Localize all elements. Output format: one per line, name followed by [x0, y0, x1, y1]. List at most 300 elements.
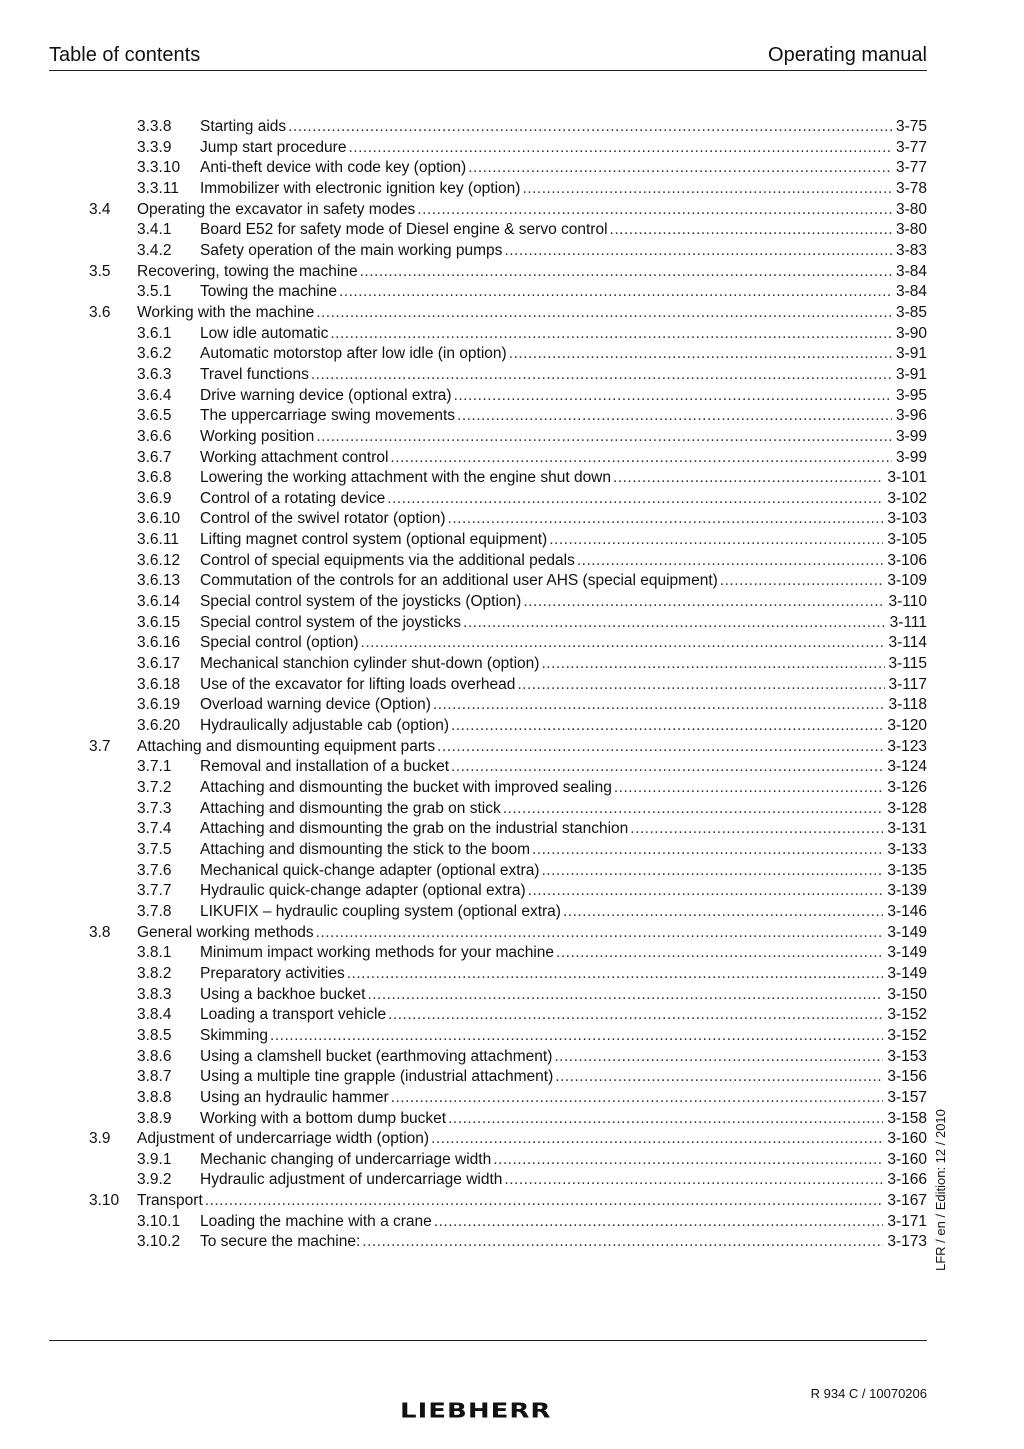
toc-section-title: Working with a bottom dump bucket	[200, 1109, 447, 1127]
toc-section-number: 3.8.4	[137, 1006, 172, 1024]
toc-row[interactable]	[0, 1170, 1024, 1191]
toc-section-number: 3.7.3	[137, 799, 172, 817]
toc-section-number: 3.6.10	[137, 510, 181, 528]
toc-section-number: 3.6.5	[137, 407, 172, 425]
toc-dot-leader	[205, 1191, 884, 1211]
toc-section-title: Working attachment control	[200, 448, 389, 466]
toc-section-number: 3.7.8	[137, 902, 172, 920]
toc-section-number: 3.6.2	[137, 345, 172, 363]
toc-entry	[200, 1232, 927, 1252]
toc-page-number: 3-96	[895, 407, 927, 425]
toc-section-title: Immobilizer with electronic ignition key (option)	[200, 179, 521, 197]
toc-entry	[137, 200, 927, 220]
toc-section-title: Attaching and dismounting the stick to the boom	[200, 840, 531, 858]
toc-row[interactable]	[0, 1047, 1024, 1068]
toc-row[interactable]	[0, 840, 1024, 861]
toc-section-number: 3.6.9	[137, 489, 172, 507]
toc-entry	[200, 530, 927, 550]
toc-page-number: 3-150	[887, 985, 927, 1003]
toc-section-title: Starting aids	[200, 118, 287, 135]
toc-section-number: 3.6.8	[137, 469, 172, 487]
toc-dot-leader	[720, 571, 884, 591]
toc-dot-leader	[388, 1005, 883, 1025]
toc-page-number: 3-120	[887, 717, 927, 735]
toc-dot-leader	[541, 861, 883, 881]
toc-entry	[200, 282, 927, 302]
toc-page-number: 3-106	[887, 551, 927, 569]
toc-entry	[200, 799, 927, 819]
toc-section-title: Transport	[137, 1192, 203, 1210]
toc-section-title: Mechanic changing of undercarriage width	[200, 1150, 492, 1168]
toc-page-number: 3-135	[887, 861, 927, 879]
toc-entry	[200, 654, 927, 674]
toc-section-title: Loading the machine with a crane	[200, 1212, 432, 1230]
toc-page-number: 3-95	[895, 386, 927, 404]
toc-section-number: 3.7.5	[137, 840, 172, 858]
toc-row[interactable]	[0, 881, 1024, 902]
toc-row[interactable]	[0, 448, 1024, 469]
toc-dot-leader	[468, 158, 892, 178]
toc-dot-leader	[504, 241, 892, 261]
toc-row[interactable]	[0, 138, 1024, 159]
toc-entry	[200, 1150, 927, 1170]
toc-section-number: 3.6.4	[137, 386, 172, 404]
toc-section-title: Travel functions	[200, 365, 309, 383]
toc-section-number: 3.6.16	[137, 634, 181, 652]
toc-row[interactable]	[0, 489, 1024, 510]
toc-section-title: LIKUFIX – hydraulic coupling system (optional extra)	[200, 902, 561, 920]
toc-page-number: 3-123	[887, 737, 927, 755]
toc-entry	[200, 241, 927, 261]
toc-entry	[200, 509, 927, 529]
toc-dot-leader	[528, 881, 884, 901]
toc-row[interactable]	[0, 695, 1024, 716]
toc-dot-leader	[330, 324, 892, 344]
toc-entry	[200, 386, 927, 406]
toc-row[interactable]	[0, 943, 1024, 964]
toc-entry	[200, 716, 927, 736]
toc-page-number: 3-78	[895, 179, 927, 197]
toc-section-number: 3.6.17	[137, 655, 181, 673]
toc-dot-leader	[554, 1047, 883, 1067]
toc-section-title: Jump start procedure	[200, 138, 347, 156]
toc-row[interactable]	[0, 902, 1024, 923]
toc-entry	[200, 840, 927, 860]
toc-dot-leader	[316, 923, 884, 943]
toc-row[interactable]	[0, 303, 1024, 324]
toc-entry	[200, 881, 927, 901]
toc-section-title: Automatic motorstop after low idle (in option)	[200, 345, 507, 363]
toc-section-title: Low idle automatic	[200, 324, 329, 342]
toc-entry	[200, 365, 927, 385]
toc-section-title: Removal and installation of a bucket	[200, 758, 450, 776]
toc-section-number: 3.8.7	[137, 1068, 172, 1086]
toc-page-number: 3-171	[887, 1212, 927, 1230]
toc-section-title: Use of the excavator for lifting loads overhead	[200, 675, 516, 693]
toc-section-title: Commutation of the controls for an additional user AHS (special equipment)	[200, 572, 718, 590]
toc-row[interactable]	[0, 716, 1024, 737]
toc-entry	[200, 592, 927, 612]
toc-page-number: 3-124	[887, 758, 927, 776]
toc-dot-leader	[270, 1026, 883, 1046]
toc-section-title: Using a backhoe bucket	[200, 985, 366, 1003]
toc-row[interactable]	[0, 1129, 1024, 1150]
toc-section-title: Preparatory activities	[200, 964, 345, 982]
toc-dot-leader	[610, 220, 892, 240]
toc-row[interactable]	[0, 509, 1024, 530]
toc-page-number: 3-83	[895, 241, 927, 259]
toc-dot-leader	[614, 778, 883, 798]
toc-page-number: 3-160	[887, 1150, 927, 1168]
toc-entry	[137, 737, 927, 757]
toc-section-title: Towing the machine	[200, 283, 337, 301]
toc-section-title: Hydraulic adjustment of undercarriage width	[200, 1171, 503, 1189]
toc-entry	[200, 468, 927, 488]
toc-section-number: 3.6.7	[137, 448, 172, 466]
toc-page-number: 3-80	[895, 221, 927, 239]
toc-row[interactable]	[0, 1026, 1024, 1047]
toc-row[interactable]	[0, 757, 1024, 778]
toc-entry	[200, 1047, 927, 1067]
toc-dot-leader	[563, 902, 883, 922]
toc-entry	[200, 613, 927, 633]
toc-entry	[200, 324, 927, 344]
toc-row[interactable]	[0, 985, 1024, 1006]
toc-row[interactable]	[0, 262, 1024, 283]
toc-section-number: 3.6.1	[137, 324, 172, 342]
toc-dot-leader	[577, 551, 884, 571]
toc-row[interactable]	[0, 1150, 1024, 1171]
toc-dot-leader	[360, 262, 892, 282]
toc-row[interactable]	[0, 406, 1024, 427]
toc-page-number: 3-91	[895, 365, 927, 383]
toc-row[interactable]	[0, 799, 1024, 820]
toc-section-number: 3.7.1	[137, 758, 172, 776]
toc-section-number: 3.3.10	[137, 159, 181, 177]
toc-section-title: Board E52 for safety mode of Diesel engine & servo control	[200, 221, 608, 239]
toc-page-number: 3-158	[887, 1109, 927, 1127]
toc-dot-leader	[367, 985, 883, 1005]
toc-entry	[200, 344, 927, 364]
toc-section-title: Lifting magnet control system (optional equipment)	[200, 531, 548, 549]
toc-page-number: 3-149	[887, 944, 927, 962]
toc-section-title: Operating the excavator in safety modes	[137, 200, 416, 218]
toc-dot-leader	[504, 1170, 883, 1190]
toc-row[interactable]	[0, 737, 1024, 758]
toc-page-number: 3-156	[887, 1068, 927, 1086]
toc-page-number: 3-115	[888, 655, 927, 673]
toc-row[interactable]	[0, 344, 1024, 365]
toc-entry	[200, 1005, 927, 1025]
toc-dot-leader	[451, 716, 883, 736]
toc-section-title: Hydraulically adjustable cab (option)	[200, 717, 449, 735]
toc-section-number: 3.9.2	[137, 1171, 172, 1189]
toc-page-number: 3-166	[887, 1171, 927, 1189]
toc-row[interactable]	[0, 861, 1024, 882]
toc-entry	[200, 551, 927, 571]
toc-section-title: Recovering, towing the machine	[137, 262, 358, 280]
footer-divider	[49, 1340, 927, 1341]
toc-section-title: Special control (option)	[200, 634, 359, 652]
toc-section-number: 3.6.13	[137, 572, 181, 590]
toc-row[interactable]	[0, 427, 1024, 448]
toc-entry	[200, 633, 927, 653]
toc-entry	[200, 675, 927, 695]
toc-row[interactable]	[0, 220, 1024, 241]
toc-section-title: Hydraulic quick-change adapter (optional extra)	[200, 882, 526, 900]
toc-row[interactable]	[0, 654, 1024, 675]
toc-page-number: 3-99	[895, 448, 927, 466]
toc-page-number: 3-84	[895, 262, 927, 280]
toc-section-number: 3.7	[89, 737, 111, 755]
toc-section-title: Overload warning device (Option)	[200, 696, 431, 714]
toc-row[interactable]	[0, 117, 1024, 138]
toc-entry	[137, 1191, 927, 1211]
liebherr-logo: LIEBHERR	[400, 1399, 552, 1423]
toc-dot-leader	[523, 592, 884, 612]
toc-row[interactable]	[0, 386, 1024, 407]
toc-row[interactable]	[0, 778, 1024, 799]
toc-entry	[200, 695, 927, 715]
toc-row[interactable]	[0, 179, 1024, 200]
toc-dot-leader	[630, 819, 883, 839]
toc-section-title: Control of a rotating device	[200, 489, 386, 507]
toc-section-title: Drive warning device (optional extra)	[200, 386, 452, 404]
toc-section-title: Control of the swivel rotator (option)	[200, 510, 446, 528]
toc-row[interactable]	[0, 468, 1024, 489]
toc-dot-leader	[448, 1109, 883, 1129]
toc-entry	[137, 923, 927, 943]
toc-dot-leader	[457, 406, 892, 426]
toc-page-number: 3-146	[887, 902, 927, 920]
toc-dot-leader	[417, 200, 892, 220]
toc-page-number: 3-77	[895, 159, 927, 177]
toc-page-number: 3-173	[887, 1233, 927, 1251]
toc-section-title: Using an hydraulic hammer	[200, 1088, 389, 1106]
toc-dot-leader	[288, 117, 892, 137]
toc-row[interactable]	[0, 964, 1024, 985]
toc-entry	[200, 985, 927, 1005]
toc-section-number: 3.3.9	[137, 138, 172, 156]
toc-row[interactable]	[0, 551, 1024, 572]
toc-entry	[200, 964, 927, 984]
toc-entry	[200, 943, 927, 963]
toc-section-title: Anti-theft device with code key (option)	[200, 159, 467, 177]
document-reference: R 934 C / 10070206	[810, 1386, 927, 1401]
toc-dot-leader	[613, 468, 883, 488]
toc-dot-leader	[390, 448, 892, 468]
toc-section-number: 3.6.15	[137, 613, 181, 631]
toc-section-number: 3.5	[89, 262, 111, 280]
toc-dot-leader	[316, 427, 892, 447]
toc-dot-leader	[493, 1150, 883, 1170]
toc-entry	[200, 138, 927, 158]
toc-row[interactable]	[0, 1088, 1024, 1109]
toc-dot-leader	[522, 179, 892, 199]
toc-page-number: 3-152	[887, 1026, 927, 1044]
toc-row[interactable]	[0, 282, 1024, 303]
toc-section-title: Special control system of the joysticks	[200, 613, 462, 631]
toc-row[interactable]	[0, 819, 1024, 840]
toc-entry	[200, 571, 927, 591]
toc-dot-leader	[433, 695, 885, 715]
toc-page-number: 3-152	[887, 1006, 927, 1024]
toc-section-number: 3.5.1	[137, 283, 172, 301]
toc-dot-leader	[555, 1067, 883, 1087]
toc-page-number: 3-84	[895, 283, 927, 301]
header-section-title: Table of contents	[49, 44, 201, 66]
toc-row[interactable]	[0, 592, 1024, 613]
toc-dot-leader	[556, 943, 883, 963]
toc-row[interactable]	[0, 158, 1024, 179]
toc-page-number: 3-133	[887, 840, 927, 858]
toc-dot-leader	[316, 303, 892, 323]
toc-dot-leader	[311, 365, 892, 385]
toc-page-number: 3-167	[887, 1192, 927, 1210]
toc-row[interactable]	[0, 1191, 1024, 1212]
toc-row[interactable]	[0, 1109, 1024, 1130]
toc-page-number: 3-90	[895, 324, 927, 342]
toc-page-number: 3-111	[889, 613, 927, 631]
toc-row[interactable]	[0, 200, 1024, 221]
toc-section-number: 3.4.2	[137, 241, 172, 259]
toc-section-number: 3.6.14	[137, 593, 181, 611]
toc-entry	[200, 406, 927, 426]
toc-section-title: Mechanical stanchion cylinder shut-down (option)	[200, 655, 540, 673]
toc-section-title: Attaching and dismounting the grab on stick	[200, 799, 501, 817]
toc-section-number: 3.7.2	[137, 779, 172, 796]
header-document-title: Operating manual	[768, 44, 927, 66]
toc-page-number: 3-149	[887, 964, 927, 982]
toc-row[interactable]	[0, 613, 1024, 634]
toc-page-number: 3-118	[888, 696, 927, 714]
toc-dot-leader	[503, 799, 884, 819]
toc-section-number: 3.7.6	[137, 861, 172, 879]
toc-entry	[200, 489, 927, 509]
toc-row[interactable]	[0, 241, 1024, 262]
toc-section-number: 3.8.8	[137, 1088, 172, 1106]
toc-entry	[200, 1088, 927, 1108]
toc-section-number: 3.6.6	[137, 427, 172, 445]
toc-dot-leader	[463, 613, 886, 633]
toc-row[interactable]	[0, 1067, 1024, 1088]
toc-entry	[137, 303, 927, 323]
toc-page-number: 3-117	[888, 675, 927, 693]
toc-section-number: 3.9.1	[137, 1150, 172, 1168]
toc-entry	[200, 220, 927, 240]
toc-section-title: Control of special equipments via the additional pedals	[200, 551, 575, 569]
toc-section-number: 3.3.11	[137, 179, 179, 197]
toc-section-number: 3.8.1	[137, 944, 172, 962]
toc-page-number: 3-103	[887, 510, 927, 528]
toc-section-title: Working with the machine	[137, 303, 315, 321]
toc-section-number: 3.8.6	[137, 1047, 172, 1065]
toc-page-number: 3-99	[895, 427, 927, 445]
toc-section-number: 3.6.3	[137, 365, 172, 383]
toc-dot-leader	[454, 386, 892, 406]
toc-section-number: 3.6.19	[137, 696, 181, 714]
toc-page-number: 3-77	[895, 138, 927, 156]
toc-entry	[200, 778, 927, 798]
toc-entry	[200, 757, 927, 777]
toc-page-number: 3-101	[887, 469, 927, 487]
toc-section-number: 3.10	[89, 1192, 120, 1210]
toc-section-title: Lowering the working attachment with the engine shut down	[200, 469, 611, 487]
toc-entry	[200, 819, 927, 839]
toc-section-title: General working methods	[137, 923, 314, 941]
toc-page-number: 3-149	[887, 923, 927, 941]
toc-dot-leader	[532, 840, 883, 860]
toc-entry	[200, 1170, 927, 1190]
toc-dot-leader	[362, 1232, 883, 1252]
toc-entry	[200, 427, 927, 447]
toc-section-number: 3.8.2	[137, 964, 172, 982]
toc-dot-leader	[437, 737, 883, 757]
page-header	[49, 40, 927, 71]
toc-section-title: Attaching and dismounting the bucket with improved sealing	[200, 779, 612, 796]
toc-section-number: 3.7.4	[137, 820, 172, 838]
toc-row[interactable]	[0, 324, 1024, 345]
toc-row[interactable]	[0, 571, 1024, 592]
toc-row[interactable]	[0, 633, 1024, 654]
toc-page-number: 3-126	[887, 779, 927, 796]
toc-section-title: Safety operation of the main working pumps	[200, 241, 503, 259]
toc-row[interactable]	[0, 530, 1024, 551]
toc-section-title: Attaching and dismounting equipment parts	[137, 737, 436, 755]
toc-row[interactable]	[0, 1232, 1024, 1253]
toc-dot-leader	[549, 530, 883, 550]
toc-page-number: 3-85	[895, 303, 927, 321]
toc-row[interactable]	[0, 675, 1024, 696]
toc-section-title: Working position	[200, 427, 315, 445]
toc-dot-leader	[339, 282, 892, 302]
toc-dot-leader	[451, 757, 883, 777]
toc-dot-leader	[509, 344, 892, 364]
toc-section-title: The uppercarriage swing movements	[200, 407, 456, 425]
toc-entry	[200, 117, 927, 137]
toc-section-number: 3.8.9	[137, 1109, 172, 1127]
toc-section-number: 3.7.7	[137, 882, 172, 900]
toc-section-title: Attaching and dismounting the grab on the industrial stanchion	[200, 820, 629, 838]
toc-page-number: 3-105	[887, 531, 927, 549]
toc-section-number: 3.10.1	[137, 1212, 181, 1230]
toc-section-number: 3.10.2	[137, 1233, 181, 1251]
table-of-contents	[0, 117, 1024, 1253]
toc-row[interactable]	[0, 365, 1024, 386]
toc-page-number: 3-160	[887, 1130, 927, 1148]
toc-dot-leader	[347, 964, 884, 984]
toc-page-number: 3-91	[895, 345, 927, 363]
toc-entry	[200, 1109, 927, 1129]
toc-entry	[200, 1212, 927, 1232]
toc-section-title: Loading a transport vehicle	[200, 1006, 387, 1024]
toc-entry	[200, 1026, 927, 1046]
toc-dot-leader	[541, 654, 884, 674]
toc-page-number: 3-80	[895, 200, 927, 218]
toc-section-number: 3.6.12	[137, 551, 181, 569]
toc-section-number: 3.8	[89, 923, 111, 941]
edition-note: LFR / en / Edition: 12 / 2010	[933, 1109, 948, 1271]
toc-dot-leader	[348, 138, 892, 158]
toc-dot-leader	[391, 1088, 884, 1108]
toc-section-number: 3.6	[89, 303, 111, 321]
toc-row[interactable]	[0, 1005, 1024, 1026]
toc-entry	[200, 158, 927, 178]
toc-row[interactable]	[0, 923, 1024, 944]
toc-row[interactable]	[0, 1212, 1024, 1233]
toc-section-title: Skimming	[200, 1026, 269, 1044]
toc-dot-leader	[431, 1129, 883, 1149]
